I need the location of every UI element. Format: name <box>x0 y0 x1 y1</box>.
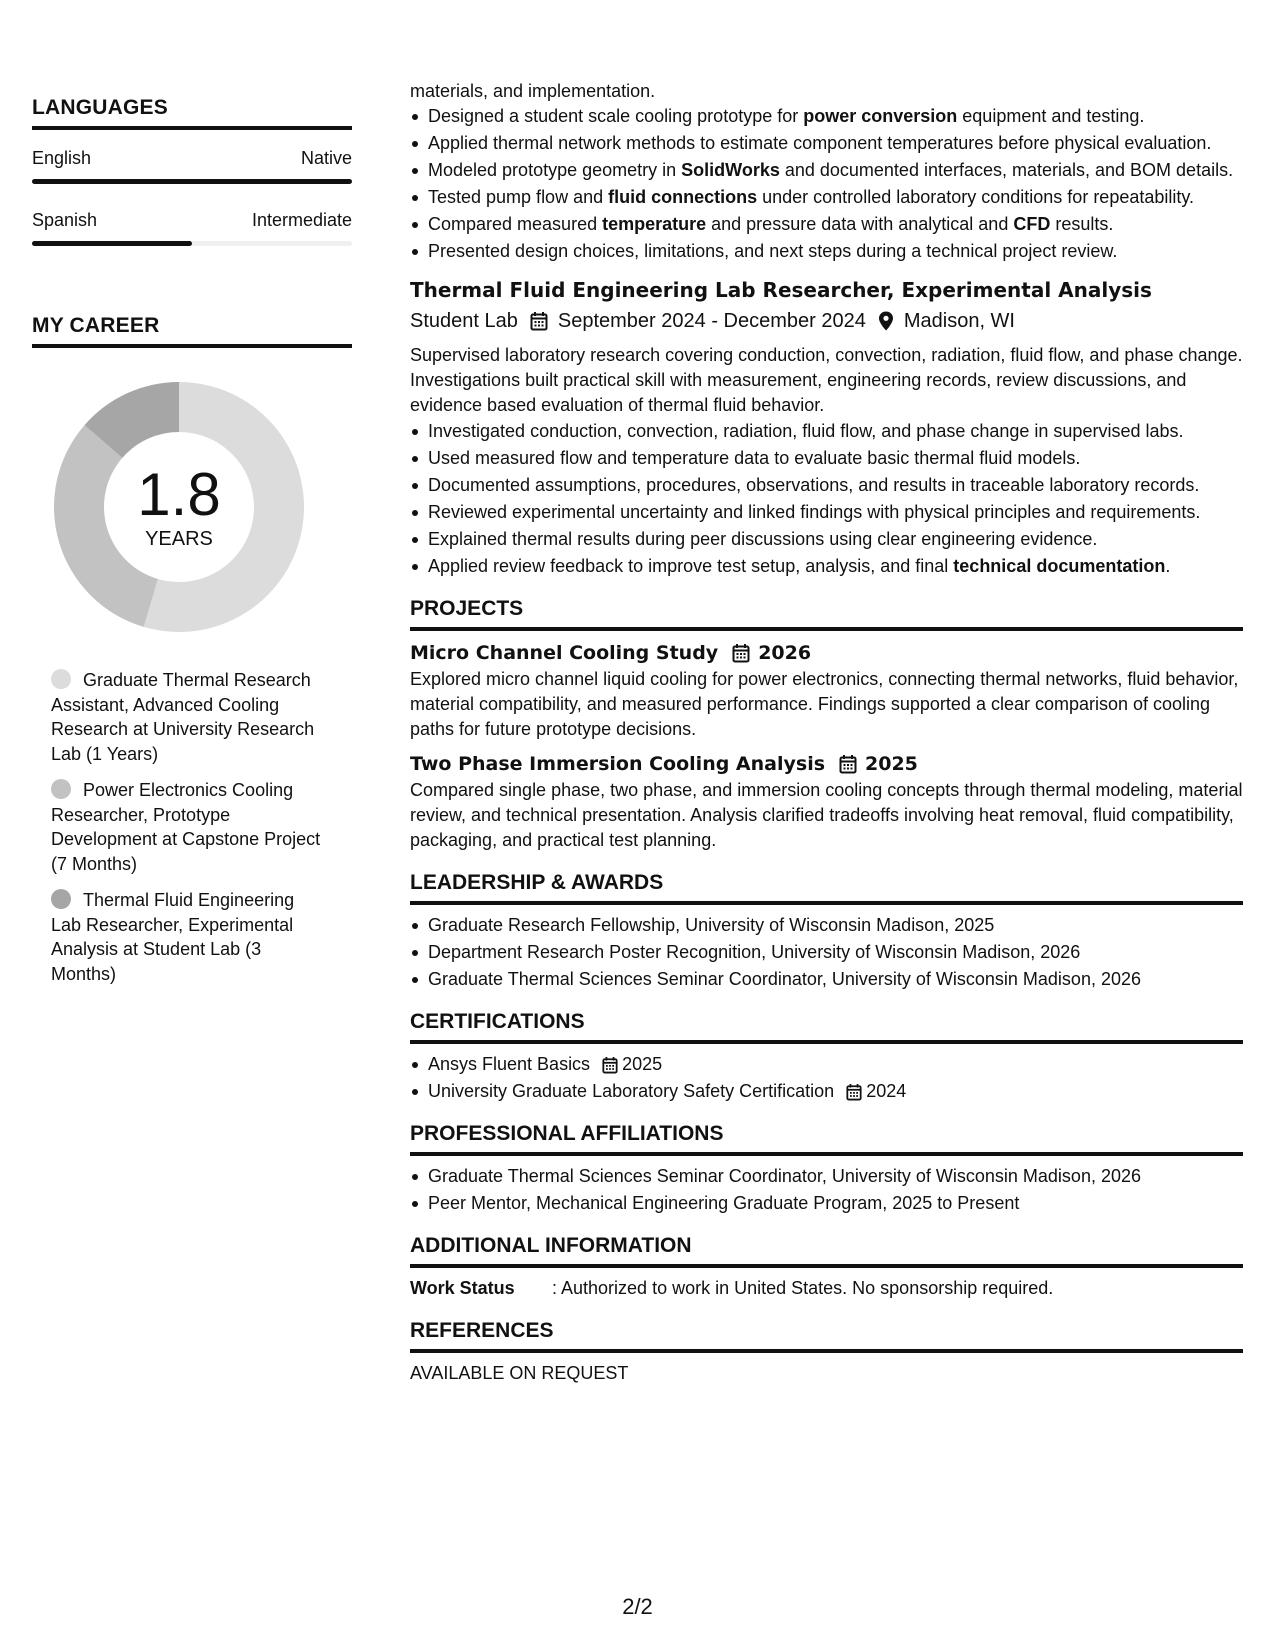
job-description: Supervised laboratory research covering conduction, convection, radiation, fluid flow, and phase change. Investigations built practical skill with measurement, engineering records, review discussions, and evidence based evaluation of thermal fluid behavior. <box>410 345 1243 415</box>
languages-heading: LANGUAGES <box>32 96 352 130</box>
calendar-icon <box>732 643 750 663</box>
project-year: 2026 <box>758 642 812 664</box>
project-description: Compared single phase, two phase, and immersion cooling concepts through thermal modeling, material review, and technical presentation. Analysis clarified tradeoffs involving heat removal, fluid compatibility, packaging, and practical test planning. <box>410 780 1243 850</box>
job-title: Thermal Fluid Engineering Lab Researcher, Experimental Analysis <box>410 278 1152 302</box>
job-company: Student Lab <box>410 310 518 332</box>
language-item <box>32 148 352 184</box>
language-name: English <box>32 148 92 168</box>
career-legend-item <box>51 668 321 766</box>
main-column <box>410 79 1243 1386</box>
affiliations-heading: PROFESSIONAL AFFILIATIONS <box>410 1120 1243 1156</box>
career-legend-item <box>51 778 321 876</box>
work-status-row <box>410 1276 1243 1301</box>
project-title: Two Phase Immersion Cooling Analysis <box>410 753 826 775</box>
references-text: AVAILABLE ON REQUEST <box>410 1363 629 1383</box>
legend-dot <box>51 779 71 799</box>
bullet-item: Compared measured temperature and pressure data with analytical and CFD results. <box>410 212 1243 237</box>
continued-text: materials, and implementation. <box>410 81 656 101</box>
page-number: 2/2 <box>622 1594 653 1619</box>
bullet-item: Applied review feedback to improve test setup, analysis, and final technical documentation. <box>410 554 1243 579</box>
sidebar <box>32 96 352 998</box>
project-item <box>410 750 1243 853</box>
career-legend-label: Power Electronics Cooling Researcher, Prototype Development at Capstone Project (7 Months) <box>51 780 321 874</box>
map-pin-icon <box>878 311 894 331</box>
leadership-list <box>410 913 1243 992</box>
career-legend-label: Graduate Thermal Research Assistant, Advanced Cooling Research at University Research Lab (1 Years) <box>51 670 315 764</box>
job-dates: September 2024 - December 2024 <box>557 310 866 332</box>
projects-heading: PROJECTS <box>410 595 1243 631</box>
bullet-item: Presented design choices, limitations, and next steps during a technical project review. <box>410 239 1243 264</box>
career-total-years: 1.8 <box>137 460 221 528</box>
affiliations-list <box>410 1164 1243 1216</box>
language-level: Native <box>300 148 352 168</box>
language-proficiency-fill <box>32 241 192 246</box>
language-item <box>32 210 352 246</box>
project-item <box>410 639 1243 742</box>
calendar-icon <box>839 754 857 774</box>
calendar-icon <box>530 311 548 331</box>
work-status-value: : Authorized to work in United States. No sponsorship required. <box>552 1278 1054 1298</box>
certification-name: Ansys Fluent Basics <box>428 1054 591 1074</box>
references-heading: REFERENCES <box>410 1317 1243 1353</box>
calendar-icon <box>846 1083 862 1101</box>
language-name: Spanish <box>32 210 98 230</box>
bullet-item: Modeled prototype geometry in SolidWorks and documented interfaces, materials, and BOM details. <box>410 158 1243 183</box>
language-proficiency-fill <box>32 179 352 184</box>
legend-dot <box>51 889 71 909</box>
project-title: Micro Channel Cooling Study <box>410 642 719 664</box>
affiliation-item: Peer Mentor, Mechanical Engineering Graduate Program, 2025 to Present <box>410 1191 1243 1216</box>
project-description: Explored micro channel liquid cooling for power electronics, connecting thermal networks, fluid behavior, material compatibility, and measured performance. Findings supported a clear comparison of cooling paths for future prototype decisions. <box>410 669 1239 739</box>
languages-list <box>32 148 352 246</box>
bullet-item: Tested pump flow and fluid connections under controlled laboratory conditions for repeatability. <box>410 185 1243 210</box>
certification-item <box>410 1052 1243 1077</box>
job-location: Madison, WI <box>903 310 1015 332</box>
project-year: 2025 <box>865 753 918 775</box>
job-bullets <box>410 419 1243 579</box>
career-legend <box>51 668 321 986</box>
leadership-item: Graduate Thermal Sciences Seminar Coordinator, University of Wisconsin Madison, 2026 <box>410 967 1243 992</box>
certification-year: 2025 <box>622 1054 663 1074</box>
leadership-heading: LEADERSHIP & AWARDS <box>410 869 1243 905</box>
career-heading: MY CAREER <box>32 314 352 348</box>
career-donut-chart <box>54 382 304 632</box>
certification-item <box>410 1079 1243 1104</box>
career-legend-item <box>51 888 321 986</box>
previous-job-bullets <box>410 104 1243 264</box>
bullet-item: Documented assumptions, procedures, observations, and results in traceable laboratory records. <box>410 473 1243 498</box>
certification-name: University Graduate Laboratory Safety Certification <box>428 1081 835 1101</box>
leadership-item: Graduate Research Fellowship, University of Wisconsin Madison, 2025 <box>410 913 1243 938</box>
leadership-item: Department Research Poster Recognition, University of Wisconsin Madison, 2026 <box>410 940 1243 965</box>
work-status-label: Work Status <box>410 1278 515 1298</box>
language-proficiency-bar <box>32 179 352 184</box>
legend-dot <box>51 669 71 689</box>
language-level: Intermediate <box>251 210 352 230</box>
bullet-item: Investigated conduction, convection, radiation, fluid flow, and phase change in supervised labs. <box>410 419 1243 444</box>
calendar-icon <box>602 1056 618 1074</box>
bullet-item: Reviewed experimental uncertainty and linked findings with physical principles and requirements. <box>410 500 1243 525</box>
affiliation-item: Graduate Thermal Sciences Seminar Coordinator, University of Wisconsin Madison, 2026 <box>410 1164 1243 1189</box>
bullet-item: Explained thermal results during peer discussions using clear engineering evidence. <box>410 527 1243 552</box>
certification-year: 2024 <box>866 1081 907 1101</box>
additional-info-heading: ADDITIONAL INFORMATION <box>410 1232 1243 1268</box>
career-legend-label: Thermal Fluid Engineering Lab Researcher, Experimental Analysis at Student Lab (3 Months) <box>51 890 295 984</box>
bullet-item: Designed a student scale cooling prototype for power conversion equipment and testing. <box>410 104 1243 129</box>
bullet-item: Used measured flow and temperature data to evaluate basic thermal fluid models. <box>410 446 1243 471</box>
certifications-heading: CERTIFICATIONS <box>410 1008 1243 1044</box>
career-total-unit: YEARS <box>145 527 213 550</box>
bullet-item: Applied thermal network methods to estimate component temperatures before physical evaluation. <box>410 131 1243 156</box>
certifications-list <box>410 1052 1243 1104</box>
job-meta <box>410 307 1243 335</box>
language-proficiency-bar <box>32 241 352 246</box>
